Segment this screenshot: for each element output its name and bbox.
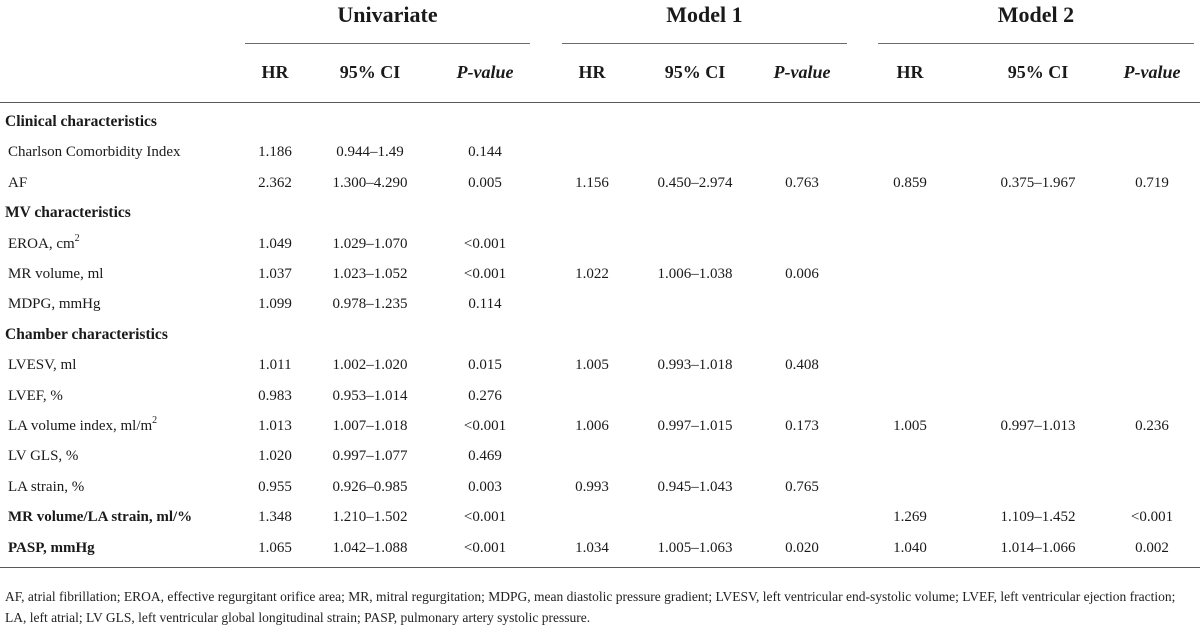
cell-u-p: 0.276	[468, 387, 502, 404]
row-label	[8, 142, 181, 162]
cell-u-p: 0.015	[468, 357, 502, 374]
superscript: 2	[152, 415, 158, 426]
row-label-text: Charlson Comorbidity Index	[8, 144, 181, 161]
section-heading	[5, 203, 131, 223]
row-label-text: PASP, mmHg	[8, 539, 95, 556]
superscript: 2	[74, 232, 80, 244]
cell-u-hr: 1.037	[258, 266, 292, 282]
cell-u-ci: 1.002–1.020	[332, 357, 408, 374]
cell-u-p: 0.144	[468, 144, 502, 161]
cell-m1-p: 0.408	[785, 357, 819, 374]
cell-u-hr: 1.186	[258, 144, 292, 161]
group-underline-model-2	[878, 43, 1194, 44]
cell-u-hr: 0.955	[258, 478, 292, 495]
col-header-p-model-1: P-value	[773, 62, 831, 82]
cell-u-ci: 0.944–1.49	[336, 144, 404, 161]
cell-u-hr: 1.020	[258, 448, 292, 465]
row-label	[8, 355, 76, 375]
cell-u-ci: 1.023–1.052	[332, 266, 408, 282]
cell-m1-hr: 1.006	[575, 418, 609, 434]
row-label	[8, 294, 101, 314]
cell-u-hr: 0.983	[258, 387, 292, 404]
cell-m2-p: 0.002	[1135, 539, 1169, 556]
cell-u-p: 0.114	[468, 296, 502, 313]
cell-m1-p: 0.765	[785, 478, 819, 495]
group-header-model-2: Model 2	[997, 2, 1075, 27]
row-label-text: LA volume index, ml/m	[8, 418, 153, 434]
cell-u-ci: 1.210–1.502	[332, 509, 408, 526]
row-label	[8, 538, 95, 558]
col-header-hr-model-2: HR	[896, 62, 924, 82]
cell-m2-hr: 1.005	[893, 418, 927, 434]
cell-u-p: <0.001	[463, 418, 507, 434]
cell-u-ci: 1.042–1.088	[332, 539, 408, 556]
cell-m1-ci: 1.005–1.063	[657, 539, 733, 556]
cell-u-hr: 1.049	[258, 235, 292, 252]
row-label	[8, 386, 63, 406]
col-header-hr-univariate: HR	[261, 62, 289, 82]
row-label	[8, 477, 84, 497]
cell-m1-ci: 0.993–1.018	[657, 357, 733, 374]
cell-m2-p: 0.236	[1135, 418, 1169, 434]
cell-u-ci: 0.926–0.985	[332, 478, 408, 495]
row-label-text: MR volume, ml	[8, 266, 104, 282]
row-label-text: MDPG, mmHg	[8, 296, 101, 313]
cell-u-hr: 2.362	[258, 174, 292, 191]
row-label-text: LV GLS, %	[8, 448, 79, 465]
col-header-p-model-2: P-value	[1123, 62, 1181, 82]
cell-m2-ci: 0.375–1.967	[1000, 174, 1076, 191]
group-underline-model-1	[562, 43, 847, 44]
col-header-ci-model-1: 95% CI	[664, 62, 726, 82]
cell-m2-hr: 0.859	[893, 174, 927, 191]
cell-m1-hr: 1.022	[575, 266, 609, 282]
row-label	[8, 507, 192, 527]
col-header-hr-model-1: HR	[578, 62, 606, 82]
cell-m1-p: 0.020	[785, 539, 819, 556]
cell-m2-hr: 1.040	[893, 539, 927, 556]
cell-u-p: <0.001	[463, 539, 507, 556]
cell-m1-hr: 0.993	[575, 478, 609, 495]
header-rule	[0, 102, 1200, 103]
cell-m2-ci: 0.997–1.013	[1000, 418, 1076, 434]
cell-m1-ci: 0.945–1.043	[657, 478, 733, 495]
cell-u-p: <0.001	[463, 235, 507, 252]
row-label-text: LVEF, %	[8, 387, 63, 404]
col-header-ci-model-2: 95% CI	[1007, 62, 1069, 82]
row-label-text: LVESV, ml	[8, 357, 77, 374]
group-header-model-1: Model 1	[666, 2, 743, 27]
cell-u-ci: 1.007–1.018	[332, 418, 408, 434]
cell-u-hr: 1.065	[258, 539, 292, 556]
table-footnote: AF, atrial fibrillation; EROA, effective regurgitant orifice area; MR, mitral regurgitation; MDPG, mean diastolic pressure gradient; LVESV, left ventricular end-systolic volume; LVEF, left ventricular ejection fraction; LA, left atrial; LV GLS, left ventricular global longitudinal strain; PASP, pulmonary artery systolic pressure.	[5, 589, 1176, 625]
cell-u-p: 0.005	[468, 174, 502, 191]
cell-u-p: <0.001	[463, 266, 507, 282]
table-bottom-rule	[0, 567, 1200, 568]
cell-m1-ci: 0.450–2.974	[657, 174, 733, 191]
cell-m2-ci: 1.014–1.066	[1000, 539, 1076, 556]
cell-u-ci: 1.300–4.290	[332, 174, 408, 191]
cell-u-hr: 1.348	[258, 509, 292, 526]
cell-m1-p: 0.173	[785, 418, 819, 434]
section-heading	[5, 112, 157, 132]
group-header-univariate: Univariate	[337, 2, 438, 27]
row-label	[8, 234, 80, 254]
cell-m2-ci: 1.109–1.452	[1000, 509, 1076, 526]
cell-u-hr: 1.099	[258, 296, 292, 313]
cell-m1-ci: 0.997–1.015	[657, 418, 733, 434]
cell-u-p: <0.001	[463, 509, 507, 526]
cell-m1-hr: 1.005	[575, 357, 609, 374]
cell-u-ci: 0.953–1.014	[332, 387, 408, 404]
cell-m2-p: <0.001	[1130, 509, 1174, 526]
cell-u-hr: 1.011	[258, 357, 292, 374]
row-label-text: Clinical characteristics	[5, 113, 157, 130]
row-label-text: Chamber characteristics	[5, 325, 168, 343]
col-header-p-univariate: P-value	[456, 62, 514, 82]
row-label	[8, 264, 103, 284]
group-underline-univariate	[245, 43, 530, 44]
row-label-text: MV characteristics	[5, 204, 131, 222]
cell-u-ci: 0.997–1.077	[332, 448, 408, 465]
cell-u-p: 0.003	[468, 478, 502, 495]
cell-u-hr: 1.013	[258, 418, 292, 434]
row-label-text: EROA, cm	[8, 235, 75, 252]
col-header-ci-univariate: 95% CI	[339, 62, 401, 82]
row-label	[8, 416, 157, 436]
row-label-text: MR volume/LA strain, ml/%	[8, 509, 193, 526]
cell-u-ci: 1.029–1.070	[332, 235, 408, 252]
cell-m1-hr: 1.034	[575, 539, 609, 556]
cell-m2-hr: 1.269	[893, 509, 927, 526]
cell-m2-p: 0.719	[1135, 174, 1169, 191]
cell-m1-p: 0.763	[785, 174, 819, 191]
cell-u-ci: 0.978–1.235	[332, 296, 408, 313]
row-label	[8, 446, 78, 466]
row-label-text: LA strain, %	[8, 478, 85, 495]
section-heading	[5, 325, 168, 345]
cell-m1-hr: 1.156	[575, 174, 609, 191]
cell-m1-p: 0.006	[785, 266, 819, 282]
row-label	[8, 173, 27, 193]
cell-m1-ci: 1.006–1.038	[657, 266, 733, 282]
row-label-text: AF	[8, 174, 28, 191]
cell-u-p: 0.469	[468, 448, 502, 465]
